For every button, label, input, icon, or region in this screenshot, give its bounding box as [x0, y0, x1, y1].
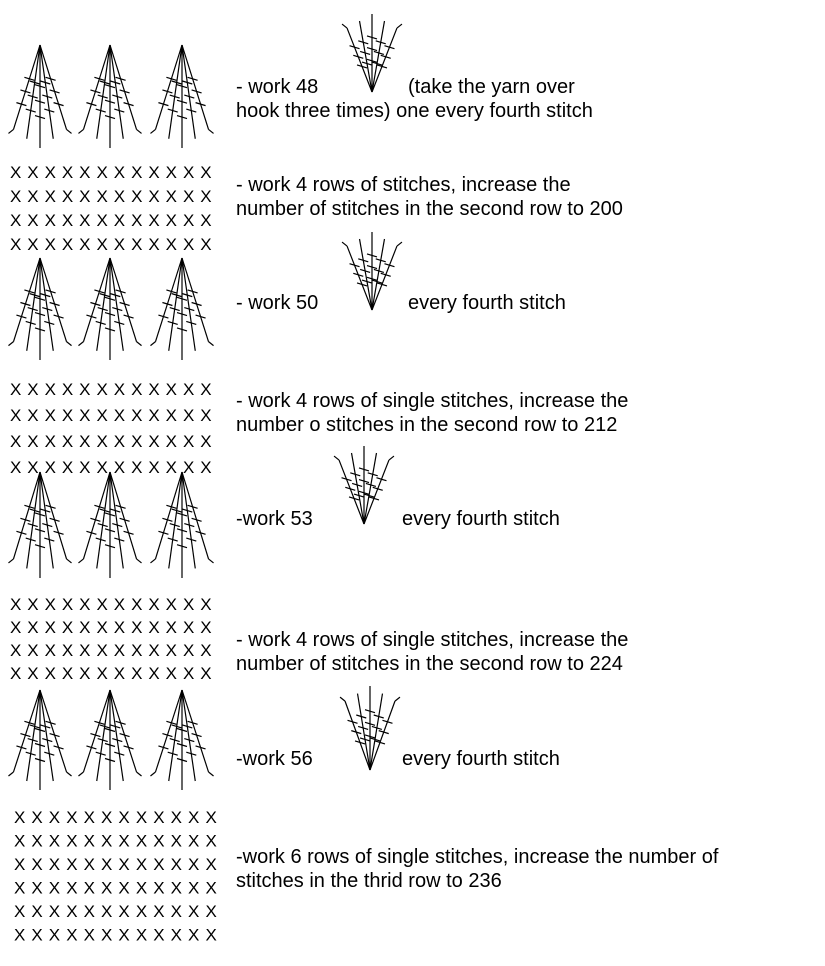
sc4-line1-text: -work 6 rows of single stitches, increase the number of: [236, 846, 719, 868]
single-stitch-row: XXXXXXXXXXXX: [14, 878, 217, 898]
fan-stitch-icon: [78, 258, 141, 360]
single-stitch-row: XXXXXXXXXXXX: [14, 831, 217, 851]
fan-stitch-icon: [8, 45, 71, 148]
fan-stitch-icon: [342, 232, 402, 310]
single-stitch-row: XXXXXXXXXXXX: [10, 595, 212, 614]
sc4-line2-text: stitches in the thrid row to 236: [236, 870, 502, 892]
fan-stitch-icon: [334, 446, 394, 524]
single-stitch-row: XXXXXXXXXXXX: [10, 618, 212, 637]
single-stitch-row: XXXXXXXXXXXX: [10, 432, 212, 451]
single-stitch-row: XXXXXXXXXXXX: [10, 235, 212, 254]
single-stitch-row: XXXXXXXXXXXX: [10, 664, 212, 683]
fan4-note-text: every fourth stitch: [402, 748, 560, 770]
fan-stitch-icon: [150, 45, 213, 148]
fan4-count-text: -work 56: [236, 748, 313, 770]
fan-stitch-icon: [78, 472, 141, 578]
fan-stitch-icon: [150, 472, 213, 578]
fan-stitch-icon: [150, 258, 213, 360]
fan-stitch-icon: [150, 690, 213, 790]
fan2-count-text: - work 50: [236, 292, 319, 314]
sc1-line1-text: - work 4 rows of stitches, increase the: [236, 174, 571, 196]
single-stitch-row: XXXXXXXXXXXX: [10, 458, 212, 477]
single-stitch-row: XXXXXXXXXXXX: [14, 855, 217, 874]
sc2-line1-text: - work 4 rows of single stitches, increase the: [236, 390, 629, 412]
single-stitch-row: XXXXXXXXXXXX: [14, 925, 217, 945]
sc3-line2-text: number of stitches in the second row to 224: [236, 653, 623, 675]
fan-stitch-icon: [8, 690, 71, 790]
fan-stitch-icon: [8, 472, 71, 578]
fan-stitch-icon: [78, 690, 141, 790]
fan-stitch-icon: [78, 45, 141, 148]
single-stitch-row: XXXXXXXXXXXX: [10, 163, 212, 182]
sc2-line2-text: number o stitches in the second row to 212: [236, 414, 618, 436]
fan-stitch-icon: [342, 14, 402, 92]
single-stitch-row: XXXXXXXXXXXX: [14, 902, 217, 921]
single-stitch-row: XXXXXXXXXXXX: [10, 641, 212, 660]
fan1-count-text: - work 48: [236, 76, 319, 98]
single-stitch-row: XXXXXXXXXXXX: [10, 380, 212, 399]
single-stitch-row: XXXXXXXXXXXX: [10, 406, 212, 425]
fan1-note-text: (take the yarn over: [408, 76, 575, 98]
single-stitch-row: XXXXXXXXXXXX: [14, 808, 217, 827]
fan-stitch-icon: [340, 686, 400, 770]
single-stitch-row: XXXXXXXXXXXX: [10, 211, 212, 230]
fan-stitch-icon: [8, 258, 71, 360]
fan2-note-text: every fourth stitch: [408, 292, 566, 314]
sc1-line2-text: number of stitches in the second row to 200: [236, 198, 623, 220]
sc3-line1-text: - work 4 rows of single stitches, increase the: [236, 629, 629, 651]
fan3-count-text: -work 53: [236, 508, 313, 530]
fan3-note-text: every fourth stitch: [402, 508, 560, 530]
single-stitch-row: XXXXXXXXXXXX: [10, 187, 212, 206]
fan1-detail-text: hook three times) one every fourth stitch: [236, 100, 593, 122]
